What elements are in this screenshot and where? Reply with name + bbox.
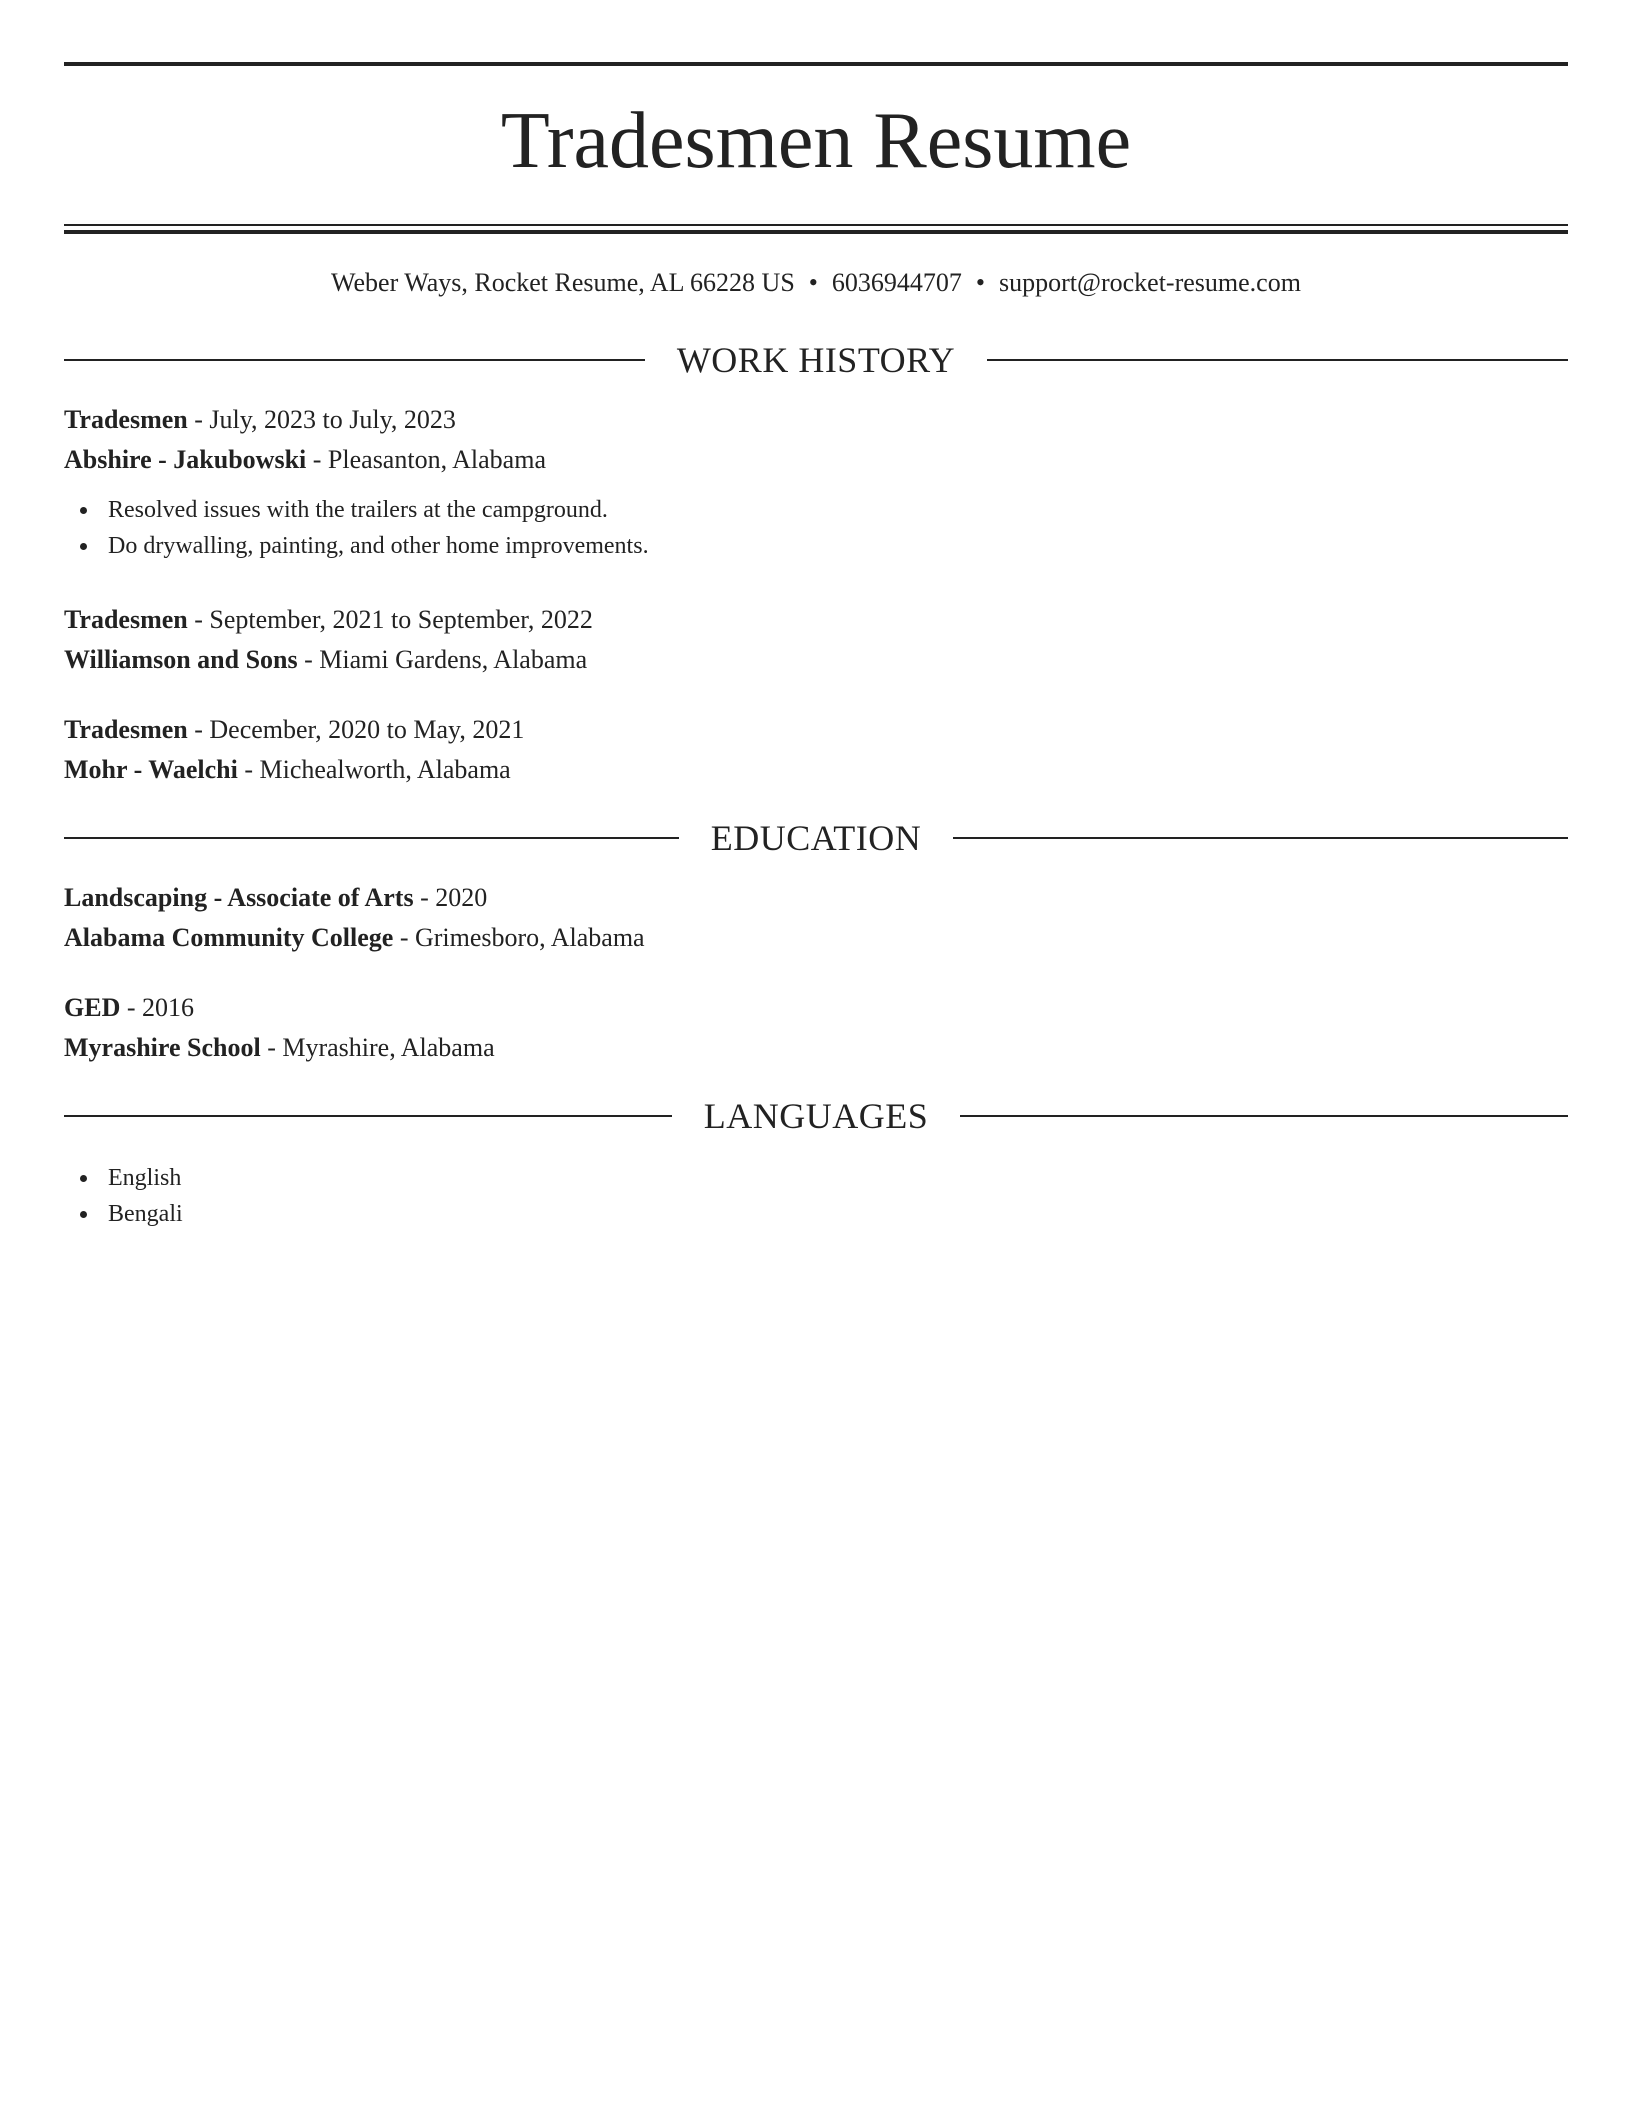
education-entry bbox=[64, 878, 1568, 958]
languages-list bbox=[64, 1160, 1568, 1232]
section-heading-languages bbox=[64, 1094, 1568, 1138]
degree-line bbox=[64, 878, 1568, 918]
company-line bbox=[64, 640, 1568, 680]
work-entry bbox=[64, 710, 1568, 790]
degree-line bbox=[64, 988, 1568, 1028]
heading-rule-right bbox=[960, 1115, 1568, 1117]
company-location: - Pleasanton, Alabama bbox=[306, 445, 546, 474]
languages-section bbox=[64, 1094, 1568, 1232]
contact-phone: 6036944707 bbox=[831, 268, 962, 297]
list-item: Bengali bbox=[64, 1196, 1568, 1232]
list-item: English bbox=[64, 1160, 1568, 1196]
company-location: - Michealworth, Alabama bbox=[237, 755, 511, 784]
education-entry bbox=[64, 988, 1568, 1068]
section-title: EDUCATION bbox=[710, 818, 922, 858]
section-heading-education bbox=[64, 816, 1568, 860]
section-title: LANGUAGES bbox=[703, 1096, 929, 1136]
top-rule bbox=[64, 62, 1568, 66]
company-location: - Miami Gardens, Alabama bbox=[297, 645, 588, 674]
section-heading-work-history bbox=[64, 338, 1568, 382]
heading-rule-left bbox=[64, 359, 645, 361]
bullet-separator: • bbox=[975, 268, 986, 297]
company-line bbox=[64, 750, 1568, 790]
degree-year: - 2016 bbox=[120, 993, 195, 1022]
heading-rule-left bbox=[64, 1115, 672, 1117]
section-title: WORK HISTORY bbox=[676, 340, 956, 380]
heading-rule-left bbox=[64, 837, 679, 839]
job-dates: - September, 2021 to September, 2022 bbox=[187, 605, 593, 634]
list-item: Resolved issues with the trailers at the campground. bbox=[64, 492, 1568, 528]
company-name: Abshire - Jakubowski bbox=[64, 445, 307, 474]
contact-address: Weber Ways, Rocket Resume, AL 66228 US bbox=[331, 268, 795, 297]
bullet-separator: • bbox=[808, 268, 818, 297]
heading-rule-right bbox=[953, 837, 1568, 839]
school-name: Myrashire School bbox=[64, 1033, 261, 1062]
contact-email: support@rocket-resume.com bbox=[999, 268, 1301, 297]
contact-line bbox=[64, 268, 1568, 298]
job-title-line bbox=[64, 710, 1568, 750]
degree-year: - 2020 bbox=[413, 883, 488, 912]
work-entry bbox=[64, 400, 1568, 564]
job-duties-list bbox=[64, 492, 1568, 564]
heading-rule-right bbox=[987, 359, 1568, 361]
school-location: - Myrashire, Alabama bbox=[260, 1033, 495, 1062]
degree-name: GED bbox=[64, 993, 121, 1022]
company-name: Mohr - Waelchi bbox=[64, 755, 238, 784]
company-name: Williamson and Sons bbox=[64, 645, 298, 674]
company-line bbox=[64, 440, 1568, 480]
job-dates: - December, 2020 to May, 2021 bbox=[187, 715, 525, 744]
school-line bbox=[64, 1028, 1568, 1068]
school-name: Alabama Community College bbox=[64, 923, 394, 952]
title-double-rule bbox=[64, 224, 1568, 234]
page-title: Tradesmen Resume bbox=[500, 97, 1132, 185]
job-title-line bbox=[64, 400, 1568, 440]
job-title: Tradesmen bbox=[64, 405, 188, 434]
job-title: Tradesmen bbox=[64, 605, 188, 634]
school-line bbox=[64, 918, 1568, 958]
work-entry bbox=[64, 600, 1568, 680]
list-item: Do drywalling, painting, and other home improvements. bbox=[64, 528, 1568, 564]
job-dates: - July, 2023 to July, 2023 bbox=[187, 405, 456, 434]
school-location: - Grimesboro, Alabama bbox=[393, 923, 645, 952]
degree-name: Landscaping - Associate of Arts bbox=[64, 883, 414, 912]
job-title-line bbox=[64, 600, 1568, 640]
job-title: Tradesmen bbox=[64, 715, 188, 744]
